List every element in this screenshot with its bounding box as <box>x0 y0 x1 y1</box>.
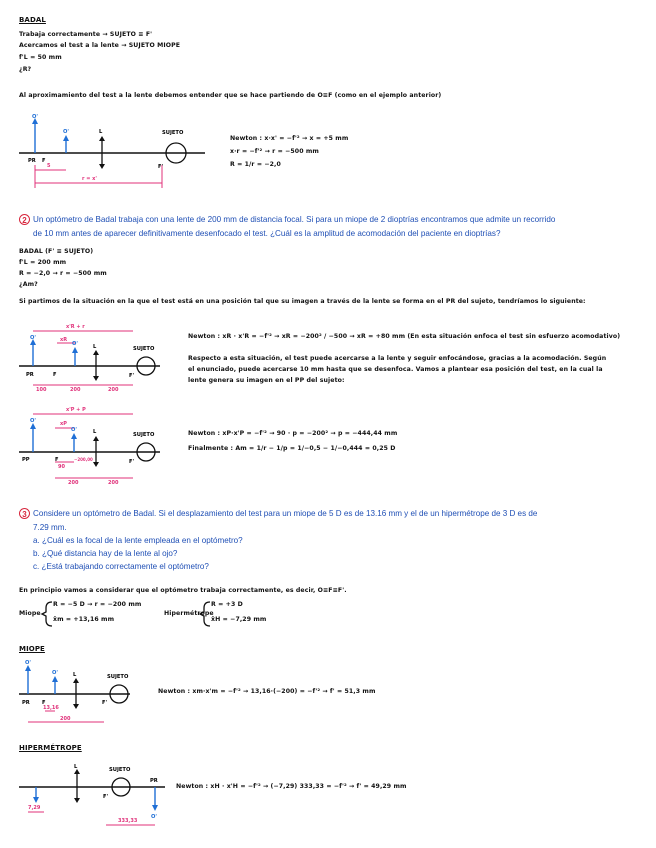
miope-pr-label: PR <box>22 700 30 706</box>
q2d1-xr-label: xR <box>60 337 68 343</box>
hiper-o-label: O' <box>151 814 157 820</box>
miope-o-label: O' <box>25 660 31 666</box>
top-x-label: 5 <box>47 163 51 169</box>
q3-hiper-2: x̄H = −7,29 mm <box>211 616 267 623</box>
q2-text-2: de 10 mm antes de aparecer definitivamente desenfocado el test. ¿Cuál es la amplitud de acomodación del paciente en dioptrías? <box>33 229 501 238</box>
q2d2-o-small: O' <box>71 427 77 433</box>
badal-line-3: f'L = 50 mm <box>19 54 62 61</box>
q2-resp-1: Respecto a esta situación, el test puede acercarse a la lente y seguir enfocándose, gracias a la acomodación. Según <box>188 355 607 362</box>
q3-hiper-1: R = +3 D <box>211 601 243 608</box>
hiper-x-label: 7,29 <box>28 805 41 811</box>
badal-line-5: Al aproximamiento del test a la lente debemos entender que se hace partiendo de O≡F (como en el ejemplo anterior) <box>19 92 442 99</box>
q3-miope-label: Miope <box>19 610 41 617</box>
q2d1-pr-label: PR <box>26 372 34 378</box>
q3-number-badge: 3 <box>19 508 30 519</box>
badal-line-1: Trabaja correctamente → SUJETO ≡ F' <box>19 31 153 38</box>
q2-newton-2: Newton : xP·x'P = −f'² → 90 · p = −200² → p = −444,44 mm <box>188 430 398 437</box>
q2-newton: Newton : xR · x'R = −f'² → xR = −200² / −500 → xR = +80 mm (En esta situación enfoca el test sin esfuerzo acomodativo) <box>188 333 621 340</box>
badal-line-2: Acercamos el test a la lente → SUJETO MIOPE <box>19 42 181 49</box>
top-pr-label: PR <box>28 158 36 164</box>
q2d1-top-label: x'R + r <box>66 324 85 330</box>
q2d2-b-label: −200,00 <box>74 457 93 462</box>
miope-sujeto-label: SUJETO <box>107 674 129 680</box>
q2d2-top-label: x'P + P <box>66 407 86 413</box>
q3-hiper-label: Hipermétrope <box>164 610 214 617</box>
q2-resp-2: el enunciado, puede acercarse 10 mm hasta que se desenfoca. Vamos a plantear esa posición del test, en la cual la <box>188 366 603 373</box>
hiper-fp-label: F' <box>103 794 109 800</box>
q3-option-c: c. ¿Está trabajando correctamente el optómetro? <box>33 562 209 571</box>
q2d2-d-label: 200 <box>108 480 119 486</box>
top-fp-label: F' <box>158 164 164 170</box>
q2d1-fp-label: F' <box>129 373 135 379</box>
q2-text-1: Un optómetro de Badal trabaja con una lente de 200 mm de distancia focal. Si para un miope de 2 dioptrías encontramos que admite un recorrido <box>33 215 556 224</box>
q2d2-c-label: 200 <box>68 480 79 486</box>
q2d2-pp-label: PP <box>22 457 30 463</box>
q2d2-fp-label: F' <box>129 459 135 465</box>
badal-line-4: ¿R? <box>19 66 32 73</box>
q2d1-b-label: 200 <box>70 387 81 393</box>
q3-text-2: 7.29 mm. <box>33 523 67 532</box>
q2-am: ¿Am? <box>19 281 38 288</box>
q2-para-1: Si partimos de la situación en la que el test está en una posición tal que su imagen a través de la lente se forma en el PR del sujeto, tendríamos lo siguiente: <box>19 298 586 305</box>
q2-badal: BADAL (F' ≡ SUJETO) <box>19 248 94 255</box>
q3-option-a: a. ¿Cuál es la focal de la lente empleada en el optómetro? <box>33 536 243 545</box>
top-newton-3: R = 1/r = −2,0 <box>230 161 281 168</box>
miope-o-small: O' <box>52 670 58 676</box>
q2d1-c-label: 200 <box>108 387 119 393</box>
top-f-label: F <box>42 158 46 164</box>
q2-r: R = −2,0 → r = −500 mm <box>19 270 107 277</box>
q3-miope-title: MIOPE <box>19 645 45 653</box>
top-o-label: O' <box>32 114 38 120</box>
miope-f-label: F <box>42 700 46 706</box>
q3-intro: En principio vamos a considerar que el optómetro trabaja correctamente, es decir, O≡F≡F'. <box>19 587 347 594</box>
q2d1-f-label: F <box>53 372 57 378</box>
hiper-pr-label: PR <box>150 778 158 784</box>
miope-fp-label: F' <box>102 700 108 706</box>
q3-miope-1: R = −5 D → r = −200 mm <box>53 601 142 608</box>
q2-resp-3: lente genera su imagen en el PP del sujeto: <box>188 377 345 384</box>
q3-hiper-newton: Newton : xH · x'H = −f'² → (−7,29) 333,33 = −f'² → f' = 49,29 mm <box>176 783 407 790</box>
hiper-sujeto-label: SUJETO <box>109 767 131 773</box>
q2d1-o-small: O' <box>72 341 78 347</box>
hiper-l-label: L <box>74 764 78 770</box>
q2d2-sujeto-label: SUJETO <box>133 432 155 438</box>
q2-final: Finalmente : Am = 1/r − 1/p = 1/−0,5 − 1/−0,444 = 0,25 D <box>188 445 396 452</box>
top-xp-label: r = x' <box>82 176 97 182</box>
q2d1-l-label: L <box>93 344 97 350</box>
top-newton-1: Newton : x·x' = −f'² → x = +5 mm <box>230 135 349 142</box>
q2d2-l-label: L <box>93 429 97 435</box>
q2d2-f-label: F <box>55 457 59 463</box>
q2d2-xp-label: xP <box>60 421 67 427</box>
q3-text-1: Considere un optómetro de Badal. Si el desplazamiento del test para un miope de 5 D es de 13.16 mm y el de un hipermétrope de 3 D es de <box>33 509 538 518</box>
top-l-label: L <box>99 129 103 135</box>
top-newton-2: x·r = −f'² → r = −500 mm <box>230 148 319 155</box>
q2d2-a-label: 90 <box>58 464 65 470</box>
q3-miope-newton: Newton : xm·x'm = −f'² → 13,16·(−200) = −f'² → f' = 51,3 mm <box>158 688 376 695</box>
q2d1-sujeto-label: SUJETO <box>133 346 155 352</box>
badal-title: BADAL <box>19 16 46 24</box>
top-o-small: O' <box>63 129 69 135</box>
q2d2-o-label: O' <box>30 418 36 424</box>
miope-l-label: L <box>73 672 77 678</box>
top-sujeto-label: SUJETO <box>162 130 184 136</box>
q2-f: f'L = 200 mm <box>19 259 67 266</box>
miope-x-label: 13,16 <box>43 705 59 711</box>
q3-miope-2: x̄m = +13,16 mm <box>53 616 115 623</box>
q3-hiper-title: HIPERMÉTROPE <box>19 744 82 752</box>
miope-r-label: 200 <box>60 716 71 722</box>
q2d1-a-label: 100 <box>36 387 47 393</box>
q3-option-b: b. ¿Qué distancia hay de la lente al ojo? <box>33 549 178 558</box>
q2-number-badge: 2 <box>19 214 30 225</box>
q2d1-o-label: O' <box>30 335 36 341</box>
hiper-r-label: 333,33 <box>118 818 138 824</box>
